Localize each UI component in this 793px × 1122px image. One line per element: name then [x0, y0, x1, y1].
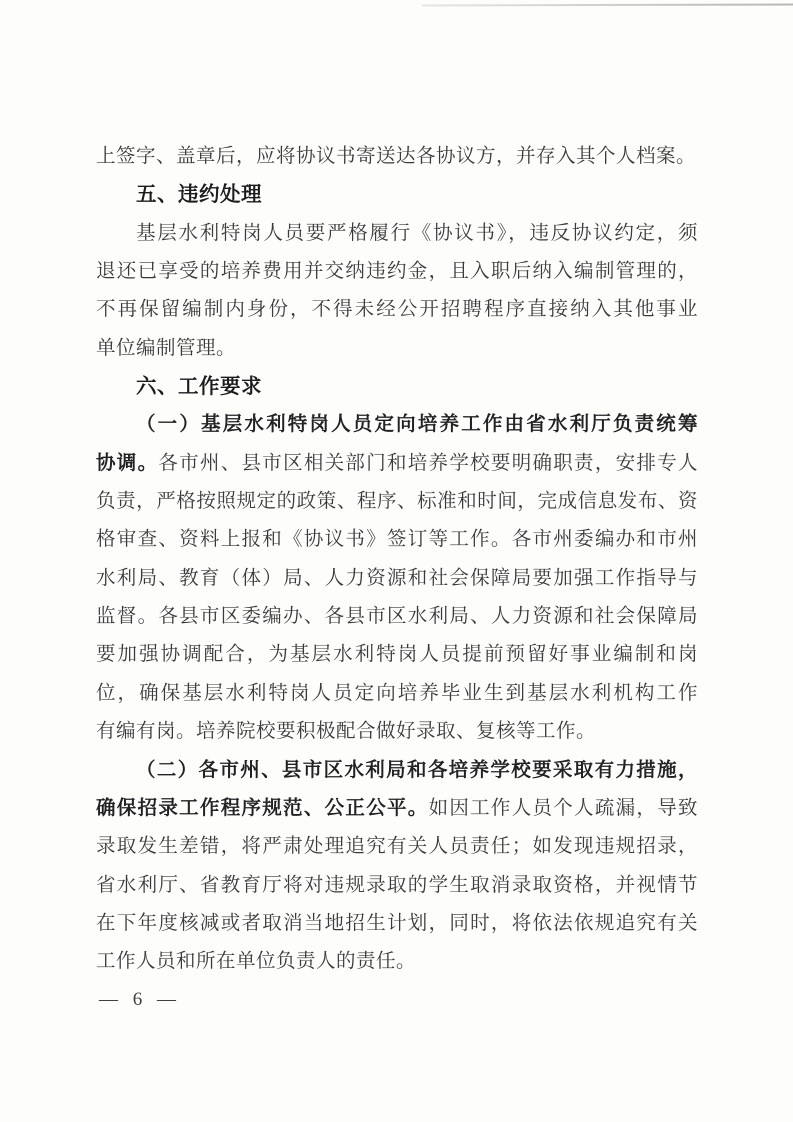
text-line [96, 560, 698, 598]
document-body [96, 138, 698, 982]
text-line [96, 330, 698, 368]
text-run: 退还已享受的培养费用并交纳违约金，且入职后纳入编制管理的， [96, 261, 698, 283]
text-line-bold-lead [96, 752, 698, 790]
text-run: （一）基层水利特岗人员定向培养工作由省水利厅负责统筹 [136, 414, 698, 436]
text-run: 在下年度核减或者取消当地招生计划，同时，将依法依规追究有关 [96, 912, 698, 934]
text-run: 上签字、盖章后，应将协议书寄送达各协议方，并存入其个人档案。 [96, 146, 697, 167]
page-number: — 6 — [99, 989, 177, 1010]
text-run: 录取发生差错，将严肃处理追究有关人员责任；如发现违规招录， [96, 836, 698, 858]
text-line [96, 253, 698, 291]
text-line [96, 790, 698, 828]
text-run: 水利局、教育（体）局、人力资源和社会保障局要加强工作指导与 [96, 567, 698, 589]
text-line [96, 483, 698, 521]
text-run: 省水利厅、省教育厅将对违规录取的学生取消录取资格，并视情节 [96, 874, 698, 896]
text-run: 位，确保基层水利特岗人员定向培养毕业生到基层水利机构工作 [96, 682, 698, 704]
section-heading-6 [96, 368, 698, 406]
section-heading-5 [96, 176, 698, 214]
text-run: 有编有岗。培养院校要积极配合做好录取、复核等工作。 [96, 721, 597, 743]
text-run: 格审查、资料上报和《协议书》签订等工作。各市州委编办和市州 [96, 529, 698, 551]
text-line [96, 598, 698, 636]
text-run: 基层水利特岗人员要严格履行《协议书》，违反协议约定，须 [136, 222, 698, 244]
text-run: 要加强协调配合，为基层水利特岗人员提前预留好事业编制和岗 [96, 644, 698, 666]
text-line [96, 943, 698, 981]
text-line [96, 867, 698, 905]
text-line [96, 675, 698, 713]
text-line [96, 636, 698, 674]
text-run: 不再保留编制内身份，不得未经公开招聘程序直接纳入其他事业 [96, 299, 698, 321]
text-line [96, 905, 698, 943]
text-run: 单位编制管理。 [96, 337, 237, 359]
bold-lead-run: 确保招录工作程序规范、公正公平。 [96, 797, 429, 819]
text-line [96, 215, 698, 253]
text-run: 如因工作人员个人疏漏，导致 [428, 797, 698, 819]
text-line-bold-lead [96, 406, 698, 444]
text-run: 工作人员和所在单位负责人的责任。 [96, 951, 417, 973]
text-line [96, 445, 698, 483]
heading-text: 六、工作要求 [136, 375, 262, 399]
text-line [96, 713, 698, 751]
text-run: 各市州、县市区相关部门和培养学校要明确职责，安排专人 [158, 452, 698, 474]
heading-text: 五、违约处理 [136, 183, 262, 207]
bold-lead-run: 协调。 [96, 452, 159, 474]
text-line [96, 828, 698, 866]
text-run: （二）各市州、县市区水利局和各培养学校要采取有力措施， [136, 759, 698, 781]
text-run: 负责，严格按照规定的政策、程序、标准和时间，完成信息发布、资 [96, 491, 698, 513]
text-run: 监督。各县市区委编办、各县市区水利局、人力资源和社会保障局 [96, 606, 698, 628]
text-line [96, 521, 698, 559]
paragraph-continuation-line [96, 138, 698, 176]
text-line [96, 291, 698, 329]
scan-artifact-line [422, 4, 793, 7]
